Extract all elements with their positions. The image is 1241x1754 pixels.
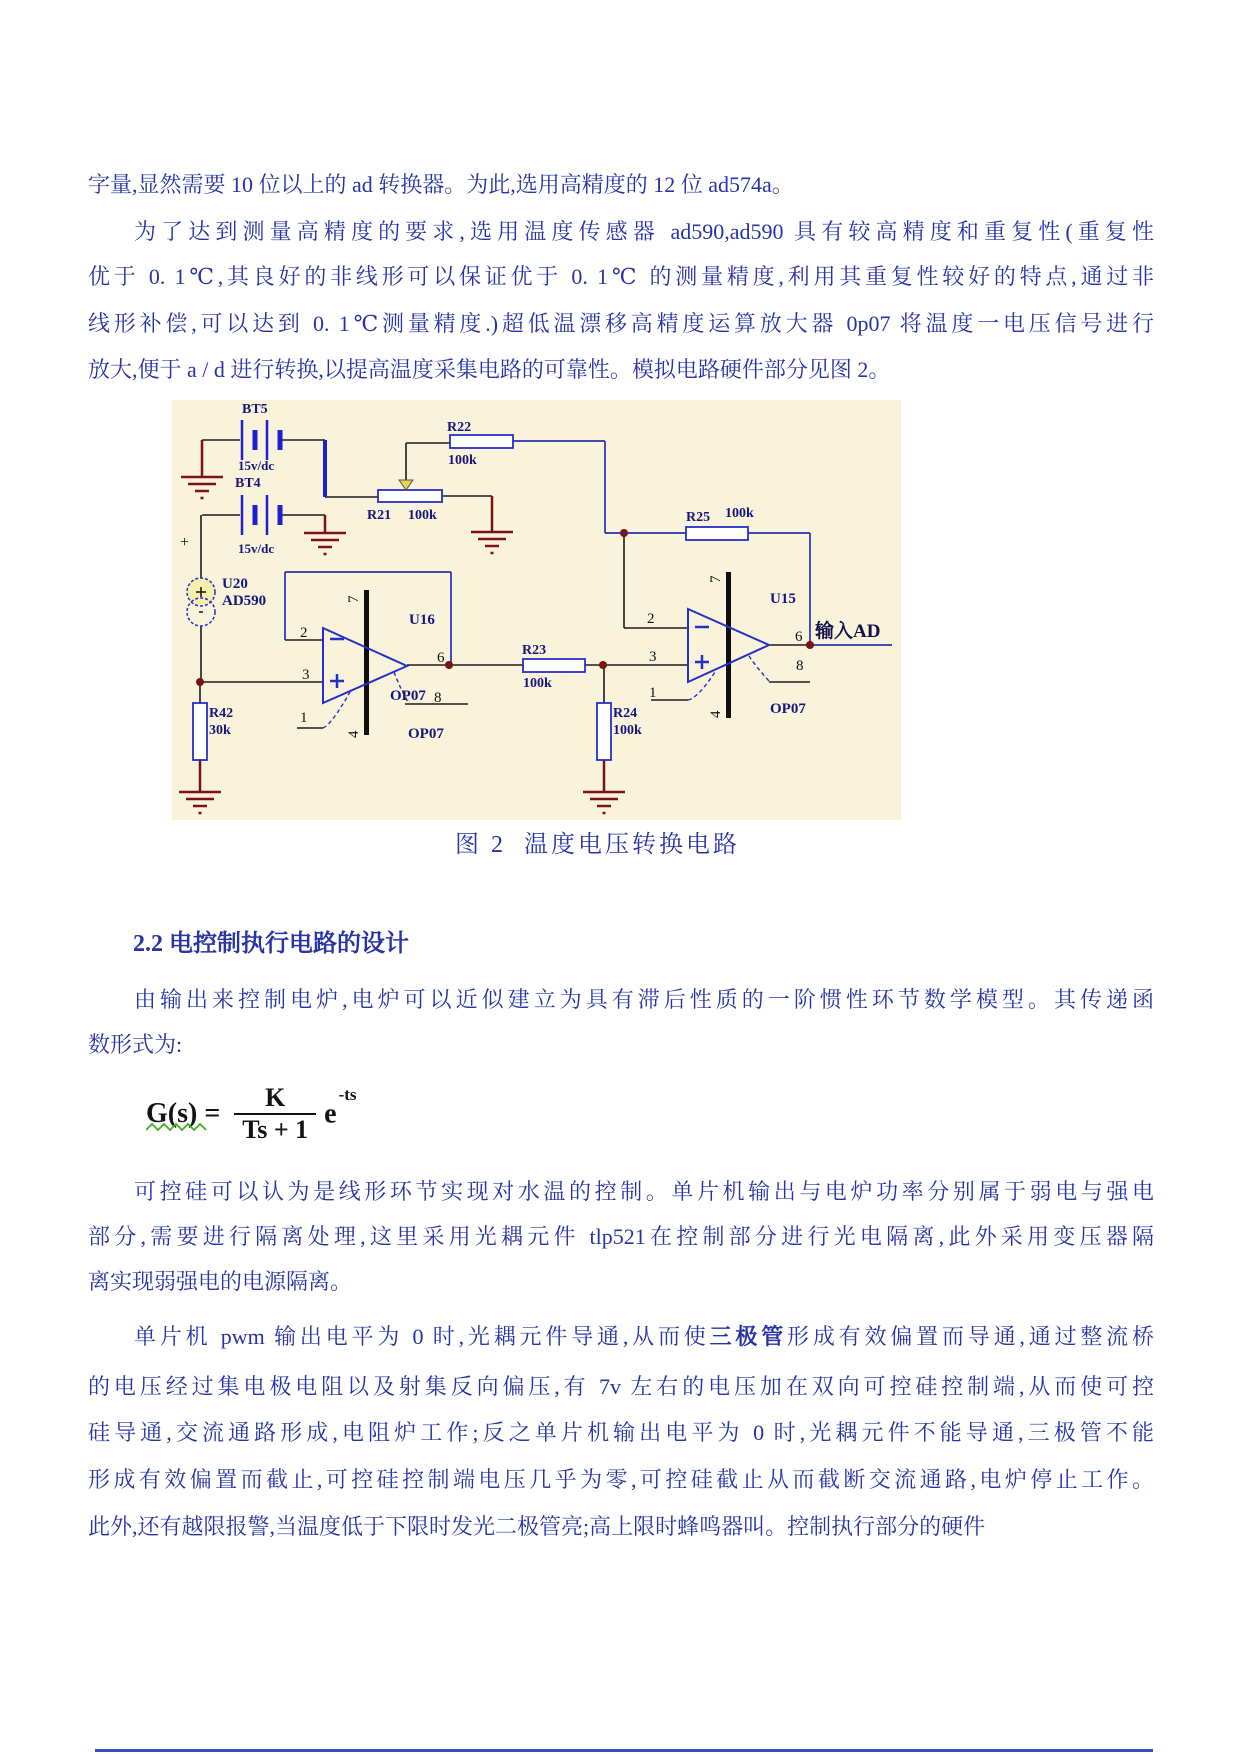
- green-scribble-mark: [146, 1122, 210, 1132]
- paragraph-line: 为了达到测量高精度的要求,选用温度传感器 ad590,ad590 具有较高精度和重复性(重复性: [134, 219, 1154, 244]
- r22-label: R22: [447, 420, 472, 435]
- r22-value: 100k: [448, 453, 477, 468]
- battery-bt4: [235, 476, 280, 556]
- u20-label: U20: [222, 576, 248, 592]
- opamp-u16: [300, 590, 445, 742]
- potentiometer-r21: [367, 480, 442, 523]
- figure-caption: 图 2 温度电压转换电路: [455, 832, 740, 858]
- r42-value: 30k: [209, 723, 231, 738]
- paragraph-line: 部分,需要进行隔离处理,这里采用光耦元件 tlp521在控制部分进行光电隔离,此外采用变压器隔: [88, 1224, 1154, 1249]
- wires: [200, 440, 810, 728]
- u16-op07-label-2: OP07: [408, 726, 444, 742]
- u16-pin7: 7: [346, 595, 362, 603]
- paragraph-line: 单片机 pwm 输出电平为 0 时,光耦元件导通,从而使三极管形成有效偏置而导通,通过整流桥: [134, 1324, 1154, 1349]
- paragraph-line: 优于 0. 1℃,其良好的非线形可以保证优于 0. 1℃ 的测量精度,利用其重复性较好的特点,通过非: [88, 264, 1154, 289]
- bt4-label: BT4: [235, 476, 261, 491]
- transfer-function-formula: [146, 1074, 355, 1154]
- output-to-ad-label: 输入AD: [815, 621, 881, 642]
- plus-terminal-label: +: [180, 534, 190, 551]
- u16-op07-label: OP07: [390, 688, 426, 704]
- resistor-r23: [522, 643, 585, 691]
- paragraph-line: 字量,显然需要 10 位以上的 ad 转换器。为此,选用高精度的 12 位 ad574a。: [88, 172, 794, 197]
- r24-value: 100k: [613, 723, 642, 738]
- u16-pin8: 8: [434, 690, 442, 706]
- paragraph-line: 的电压经过集电极电阻以及射集反向偏压,有 7v 左右的电压加在双向可控硅控制端,从而使可控: [88, 1374, 1154, 1399]
- paragraph-line: 线形补偿,可以达到 0. 1℃测量精度.)超低温漂移高精度运算放大器 0p07 将温度一电压信号进行: [88, 311, 1154, 336]
- u15-pin3: 3: [649, 649, 657, 665]
- u15-pin1: 1: [649, 685, 657, 701]
- paragraph-line: 硅导通,交流通路形成,电阻炉工作;反之单片机输出电平为 0 时,光耦元件不能导通,三极管不能: [88, 1420, 1154, 1445]
- r24-label: R24: [613, 706, 638, 721]
- bt4-voltage: 15v/dc: [238, 541, 275, 556]
- formula-lhs: G(s) =: [146, 1098, 220, 1130]
- u15-pin7: 7: [708, 575, 724, 583]
- u16-pin6: 6: [437, 650, 445, 666]
- paragraph-line: 数形式为:: [88, 1032, 183, 1057]
- next-figure-top-edge: [95, 1749, 1153, 1752]
- r42-label: R42: [209, 706, 234, 721]
- r25-value: 100k: [725, 506, 754, 521]
- u20-part-label: AD590: [222, 593, 267, 609]
- u15-op07-label: OP07: [770, 701, 806, 717]
- paragraph-line: 离实现弱强电的电源隔离。: [88, 1269, 353, 1294]
- bt5-label: BT5: [242, 402, 268, 417]
- bold-term-transistor: 三极管: [709, 1324, 788, 1349]
- formula-denominator: Ts + 1: [234, 1113, 316, 1145]
- resistor-r24: [597, 703, 642, 760]
- r23-value: 100k: [523, 676, 552, 691]
- paragraph-line: 可控硅可以认为是线形环节实现对水温的控制。单片机输出与电炉功率分别属于弱电与强电: [134, 1179, 1154, 1204]
- battery-bt5: [238, 402, 280, 473]
- circuit-svg: [172, 400, 901, 820]
- resistor-r22: [447, 420, 513, 468]
- u15-pin6: 6: [795, 629, 803, 645]
- section-heading: 2.2 电控制执行电路的设计: [133, 931, 409, 957]
- r23-label: R23: [522, 643, 547, 658]
- paragraph-line: 形成有效偏置而截止,可控硅控制端电压几乎为零,可控硅截止从而截断交流通路,电炉停止工作。: [88, 1467, 1154, 1492]
- u16-pin1: 1: [300, 710, 308, 726]
- formula-fraction: [234, 1083, 316, 1145]
- paragraph-line: 放大,便于 a / d 进行转换,以提高温度采集电路的可靠性。模拟电路硬件部分见图 2。: [88, 357, 891, 382]
- u16-pin4: 4: [346, 730, 362, 738]
- junction-dots: [196, 529, 814, 686]
- figure-2-circuit-diagram: [172, 400, 901, 820]
- resistor-r42: [193, 682, 233, 760]
- r21-label: R21: [367, 508, 392, 523]
- resistor-r25: [686, 506, 754, 540]
- u16-pin2: 2: [300, 625, 308, 641]
- paragraph-line: 此外,还有越限报警,当温度低于下限时发光二极管亮;高上限时蜂鸣器叫。控制执行部分的硬件: [88, 1514, 986, 1539]
- u16-pin3: 3: [302, 667, 310, 683]
- u15-pin2: 2: [647, 611, 655, 627]
- r25-label: R25: [686, 510, 711, 525]
- formula-exponential: $e^{-ts}$: [324, 1085, 357, 1130]
- r21-value: 100k: [408, 508, 437, 523]
- formula-numerator: K: [265, 1083, 286, 1112]
- u15-pin8: 8: [796, 658, 804, 674]
- bt5-voltage: 15v/dc: [238, 458, 275, 473]
- u15-pin4: 4: [708, 710, 724, 718]
- u15-label: U15: [770, 591, 796, 607]
- paragraph-line: 由输出来控制电炉,电炉可以近似建立为具有滞后性质的一阶惯性环节数学模型。其传递函: [134, 987, 1154, 1012]
- u16-label: U16: [409, 612, 435, 628]
